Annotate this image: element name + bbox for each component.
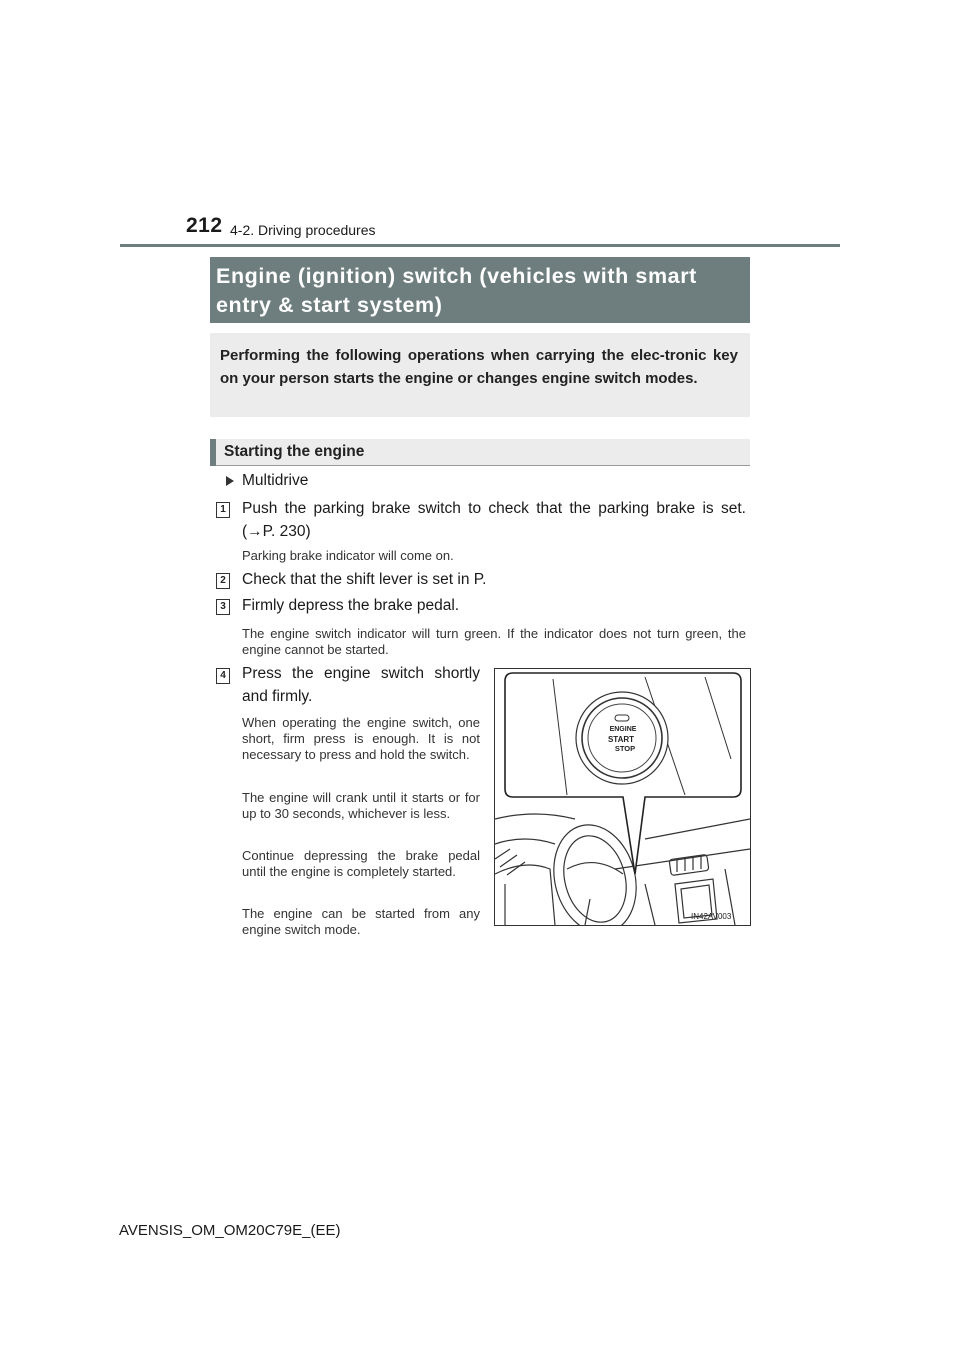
step-4-note-2: The engine will crank until it starts or for up to 30 seconds, whichever is less. (242, 790, 480, 821)
step-badge-3: 3 (216, 599, 230, 615)
header-rule (120, 244, 840, 247)
illustration-code: IN42AV003 (691, 912, 732, 921)
intro-text: Performing the following operations when carrying the elec-tronic key on your person starts the engine or changes engine switch modes. (220, 347, 738, 387)
bullet-text: Multidrive (242, 472, 309, 489)
step-3-text: Firmly depress the brake pedal. (242, 597, 460, 614)
page-number: 212 (186, 214, 223, 237)
section-label: 4-2. Driving procedures (230, 222, 376, 238)
subheading-bar (210, 439, 216, 466)
step-2-text: Check that the shift lever is set in P. (242, 571, 487, 588)
step-4-note-4: The engine can be started from any engine switch mode. (242, 906, 480, 937)
step-badge-4: 4 (216, 668, 230, 684)
step-badge-1: 1 (216, 502, 230, 518)
step-3-note: The engine switch indicator will turn green. If the indicator does not turn green, the engine cannot be started. (242, 626, 746, 657)
button-label-start: START (607, 735, 635, 744)
button-label-engine: ENGINE (609, 726, 637, 733)
car-interior-drawing (495, 669, 750, 925)
footer-code: AVENSIS_OM_OM20C79E_(EE) (119, 1222, 341, 1239)
subheading: Starting the engine (224, 443, 365, 460)
step-4-text: Press the engine switch shortly and firmly. (242, 665, 480, 705)
triangle-bullet-icon (226, 476, 234, 486)
step-4-note-3: Continue depressing the brake pedal until the engine is completely started. (242, 848, 480, 879)
step-1-text: Push the parking brake switch to check that the parking brake is set. (→P. 230) (242, 500, 746, 540)
page-title: Engine (ignition) switch (vehicles with smart entry & start system) (216, 264, 697, 317)
engine-switch-illustration (494, 668, 751, 926)
step-badge-2: 2 (216, 573, 230, 589)
step-4-note-1: When operating the engine switch, one short, firm press is enough. It is not necessary to press and hold the switch. (242, 715, 480, 762)
button-label-stop: STOP (614, 744, 636, 753)
step-1-note: Parking brake indicator will come on. (242, 548, 454, 563)
